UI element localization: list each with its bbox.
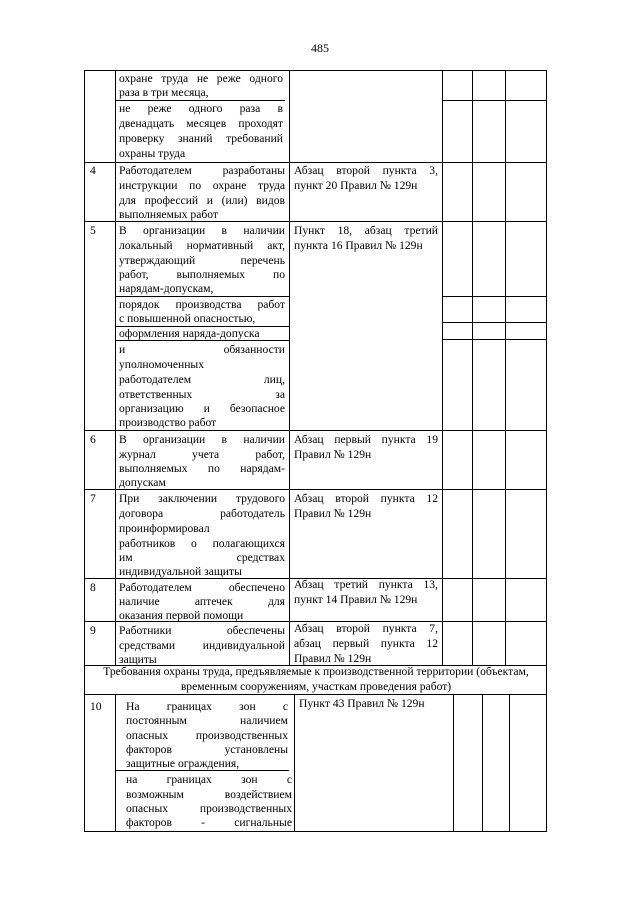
- table-column-divider: [472, 70, 473, 666]
- requirement-text: локальный нормативный акт,: [119, 239, 285, 252]
- requirement-text: порядок производства работ: [119, 298, 285, 311]
- row-number: 5: [90, 224, 96, 237]
- requirement-text: защиты: [119, 653, 157, 666]
- row-number: 6: [90, 433, 96, 446]
- requirement-text: проверку знаний требований: [119, 132, 283, 145]
- requirement-text: и обязанности: [119, 343, 285, 356]
- section-heading: Требования охраны труда, предъявляемые к производственной территории (объектам,: [103, 665, 529, 678]
- reference-text: Правил № 129н: [294, 652, 372, 665]
- row-number: 8: [90, 581, 96, 594]
- requirement-text: наличие аптечек для: [119, 595, 285, 608]
- reference-text: пункт 20 Правил № 129н: [294, 179, 418, 192]
- reference-text: Пункт 43 Правил № 129н: [299, 697, 425, 710]
- reference-text: Правил № 129н: [294, 448, 372, 461]
- requirement-text: производство работ: [119, 416, 217, 429]
- requirement-text: проинформировал: [119, 522, 210, 535]
- table-column-divider: [509, 694, 510, 832]
- requirement-text: Работодателем разработаны: [119, 164, 285, 177]
- requirement-text: оформления наряда-допуска: [119, 327, 260, 340]
- table-row-divider: [442, 296, 546, 297]
- requirement-text: защитные ограждения,: [126, 757, 240, 770]
- requirement-text: На границах зон с: [126, 700, 288, 713]
- table-row-divider: [442, 322, 546, 323]
- requirement-text: договора работодатель: [119, 507, 285, 520]
- requirement-text: ответственных за: [119, 388, 285, 401]
- table-left-border: [84, 70, 85, 832]
- requirement-text: Работодателем обеспечено: [119, 581, 285, 594]
- requirement-text: выполняемых по нарядам-: [119, 462, 285, 475]
- reference-text: Правил № 129н: [294, 507, 372, 520]
- requirement-text: двенадцать месяцев проходят: [119, 117, 283, 130]
- requirement-text: факторов установлены: [126, 743, 288, 756]
- requirement-text: оказания первой помощи: [119, 609, 244, 622]
- requirement-text: нарядам-допускам,: [119, 282, 214, 295]
- requirement-text: работников о полагающихся: [119, 537, 285, 550]
- requirement-text: для профессий и (или) видов: [119, 194, 285, 207]
- table-column-divider: [115, 694, 116, 832]
- requirement-text: индивидуальной защиты: [119, 565, 242, 578]
- requirement-text: постоянным наличием: [126, 714, 288, 727]
- requirement-text: журнал учета работ,: [119, 448, 285, 461]
- reference-text: Абзац второй пункта 7,: [294, 622, 438, 635]
- requirement-text: на границах зон с: [126, 773, 292, 786]
- requirement-text: опасных производственных: [126, 802, 292, 815]
- row-number: 7: [90, 492, 96, 505]
- requirement-text: возможным воздействием: [126, 788, 292, 801]
- requirement-text: выполняемых работ: [119, 208, 218, 221]
- reference-text: Пункт 18, абзац третий: [294, 224, 438, 237]
- table-column-divider: [482, 694, 483, 832]
- requirement-text: При заключении трудового: [119, 492, 285, 505]
- reference-text: Абзац первый пункта 19: [294, 433, 438, 446]
- row-number: 10: [90, 700, 102, 713]
- table-row-divider: [442, 100, 546, 101]
- table-right-border: [546, 70, 547, 832]
- requirement-text: опасных производственных: [126, 729, 288, 742]
- requirement-text: В организации в наличии: [119, 433, 285, 446]
- requirement-text: с повышенной опасностью,: [119, 312, 256, 325]
- table-column-divider: [505, 70, 506, 666]
- row-number: 4: [90, 164, 96, 177]
- reference-text: пункт 14 Правил № 129н: [294, 593, 418, 606]
- table-column-divider: [115, 70, 116, 666]
- requirement-text: охране труда не реже одного: [119, 72, 283, 85]
- requirement-text: утверждающий перечень: [119, 254, 285, 267]
- reference-text: Абзац третий пункта 13,: [294, 578, 438, 591]
- reference-text: Абзац второй пункта 12: [294, 492, 438, 505]
- requirement-text: факторов - сигнальные: [126, 816, 292, 829]
- table-column-divider: [294, 694, 295, 832]
- page-number: 485: [311, 41, 329, 55]
- requirement-text: работ, выполняемых по: [119, 268, 285, 281]
- requirement-text: Работники обеспечены: [119, 624, 285, 637]
- requirement-text: В организации в наличии: [119, 224, 285, 237]
- requirement-text: не реже одного раза в: [119, 102, 283, 115]
- reference-text: абзац первый пункта 12: [294, 637, 438, 650]
- table-bottom-border: [84, 831, 546, 832]
- requirement-text: допускам: [119, 476, 166, 489]
- requirement-text: уполномоченных: [119, 358, 205, 371]
- requirement-text: им средствах: [119, 551, 285, 564]
- requirement-text: организацию и безопасное: [119, 402, 285, 415]
- table-column-divider: [289, 70, 290, 666]
- requirement-text: работодателем лиц,: [119, 373, 285, 386]
- reference-text: пункта 16 Правил № 129н: [294, 239, 423, 252]
- section-heading: временным сооружениям, участкам проведения работ): [180, 680, 452, 693]
- requirement-text: раза в три месяца,: [119, 86, 209, 99]
- row-number: 9: [90, 624, 96, 637]
- requirement-text: средствами индивидуальной: [119, 639, 285, 652]
- table-column-divider: [453, 694, 454, 832]
- reference-text: Абзац второй пункта 3,: [294, 164, 438, 177]
- requirement-text: охраны труда: [119, 147, 186, 160]
- requirement-text: инструкции по охране труда: [119, 179, 285, 192]
- table-row-divider: [442, 339, 546, 340]
- table-column-divider: [442, 70, 443, 666]
